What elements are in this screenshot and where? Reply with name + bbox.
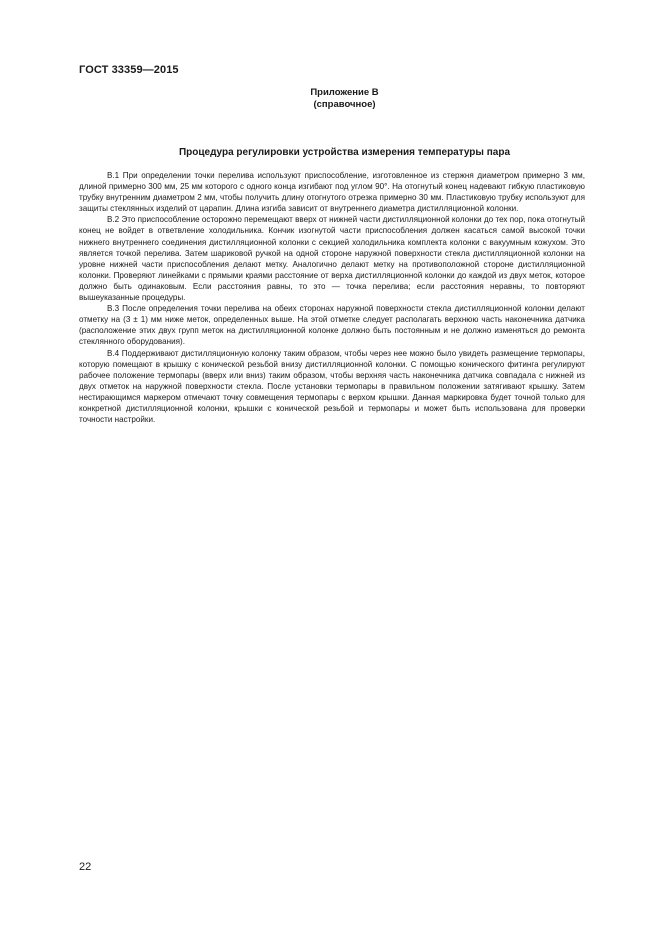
appendix-title: Приложение В [310,87,379,98]
paragraph-b3: В.3 После определения точки перелива на обеих сторонах наружной поверхности стекла дистилляционной колонки делают отметку на (3 ± 1) мм ниже меток, определенных выше. На этой отметке следует располагать верхнюю часть наконечника датчика (расположение этих двух групп меток на дистилляционной колонке должно быть постоянным и не должно изменяться до ремонта стеклянного оборудования). [79,304,585,347]
section-title: Процедура регулировки устройства измерения температуры пара [178,147,511,158]
paragraph-b4: В.4 Поддерживают дистилляционную колонку таким образом, чтобы через нее можно было увидеть размещение термопары, которую помещают в крышку с конической резьбой внизу дистилляционной колонки. С помощью конического фитинга регулируют рабочее положение термопары (вверх или вниз) таким образом, чтобы верхняя часть наконечника датчика совпадала с нижней из двух отметок на наружной поверхности стекла. После установки термопары в правильном положении затягивают крышку. Затем нестирающимся маркером отмечают точку совмещения термопары с верхом крышки. Данная маркировка будет точной только для конкретной дистилляционной колонки, крышки с конической резьбой и термопары и может быть использована для проверки точности настройки. [79,348,585,425]
paragraph-b1: В.1 При определении точки перелива используют приспособление, изготовленное из стержня диаметром примерно 3 мм, длиной примерно 300 мм, 25 мм которого с одного конца изгибают под углом 90°. На отогнутый конец надевают гибкую пластиковую трубку внутренним диаметром 2 мм, чтобы получить длину отогнутого отрезка примерно 30 мм. Пластиковую трубку используют для защиты стеклянных изделий от царапин. Длина изгиба зависит от внутреннего диаметра дистилляционной колонки. [79,171,585,214]
paragraph-b2: В.2 Это приспособление осторожно перемещают вверх от нижней части дистилляционной колонки до тех пор, пока отогнутый конец не войдет в ответвление холодильника. Кончик изогнутой части приспособления должен касаться самой высокой точки нижнего внутреннего соединения дистилляционной колонки с секцией холодильника комплекта колонки с вакуумным кожухом. Это является точкой перелива. Затем шариковой ручкой на одной стороне наружной поверхности стекла дистилляционной колонки на уровне нижней части приспособления делают метку. Аналогично делают метку на противоположной стороне дистилляционной колонки. Проверяют линейками с прямыми краями расстояние от верха дистилляционной колонки до каждой из двух меток, которое должно быть одинаковым. Если расстояния равны, то это — точка перелива; если расстояния неравны, то повторяют вышеуказанные процедуры. [79,215,585,303]
appendix-subtitle: (справочное) [313,99,376,110]
page-number: 22 [79,861,92,873]
body-text [79,170,585,425]
document-code: ГОСТ 33359—2015 [79,64,179,76]
